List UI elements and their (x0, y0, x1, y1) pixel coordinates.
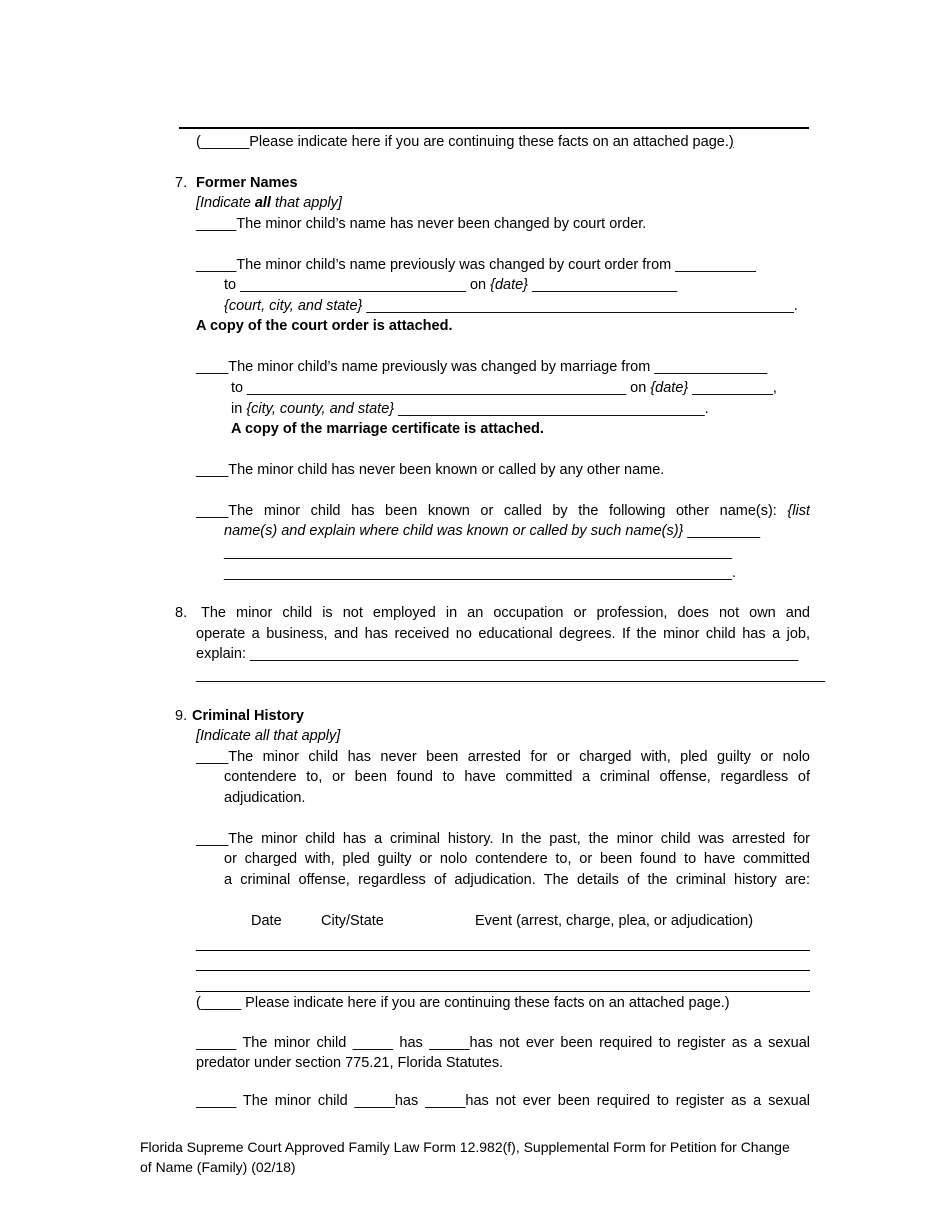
section-9-title: Criminal History (192, 708, 304, 724)
court-order-to-line: to ____________________________ on {date} __________________ (224, 277, 678, 293)
section-7-title: Former Names (196, 175, 298, 191)
form-footer (140, 1137, 820, 1177)
top-continuation-note-text: (______Please indicate here if you are continuing these facts on an attached page. (196, 134, 729, 150)
header-city-state: City/State (321, 913, 384, 929)
section-7-number: 7. (175, 175, 188, 191)
section-8-number: 8. (175, 605, 188, 621)
option-sexual-predator[interactable]: _____ The minor child _____ has _____has not ever been required to register as a sexual (196, 1035, 810, 1051)
section-8-explain-line[interactable]: explain: ____________________________________________________________________ (196, 646, 799, 662)
top-continuation-note-close: ) (728, 134, 734, 150)
criminal-history-row-3[interactable] (196, 991, 810, 992)
header-date: Date (251, 913, 282, 929)
criminal-continuation-note[interactable]: (_____ Please indicate here if you are continuing these facts on an attached page.) (196, 995, 730, 1011)
header-event: Event (arrest, charge, plea, or adjudication) (475, 913, 754, 929)
section-9-number: 9. (175, 708, 188, 724)
option-sexual-offender[interactable]: _____ The minor child _____has _____has not ever been required to register as a sexual (196, 1093, 810, 1109)
known-other-names-blank-1[interactable]: _______________________________________________________________ (224, 544, 733, 560)
known-other-names-line2: name(s) and explain where child was known or called by such name(s)} _________ (224, 523, 761, 539)
section-8-line2: operate a business, and has received no educational degrees. If the minor child has a job, (196, 626, 810, 642)
never-arrested-line2: contendere to, or been found to have committed a criminal offense, regardless of (224, 769, 810, 785)
option-never-arrested[interactable]: ____The minor child has never been arrested for or charged with, pled guilty or nolo (196, 749, 810, 765)
option-never-known-other-name[interactable]: ____The minor child has never been known or called by any other name. (196, 462, 665, 478)
section-7-instruction: [Indicate all that apply] (196, 195, 342, 211)
marriage-to-line: to _______________________________________________ on {date} __________, (231, 380, 777, 396)
court-order-attached-note: A copy of the court order is attached. (196, 318, 453, 334)
criminal-history-line3: a criminal offense, regardless of adjudication. The details of the criminal history are: (224, 872, 810, 888)
section-9-instruction: [Indicate all that apply] (196, 728, 341, 744)
marriage-in-line: in {city, county, and state} ______________________________________. (231, 401, 709, 417)
marriage-certificate-attached-note: A copy of the marriage certificate is attached. (231, 421, 544, 437)
court-order-court-line: {court, city, and state} _____________________________________________________. (224, 298, 798, 314)
option-changed-by-marriage[interactable]: ____The minor child’s name previously was changed by marriage from ______________ (196, 359, 768, 375)
footer-line-1: Florida Supreme Court Approved Family Law Form 12.982(f), Supplemental Form for Petition for Change (140, 1139, 790, 1155)
criminal-history-line2: or charged with, pled guilty or nolo contendere to, or been found to have committed (224, 851, 810, 867)
criminal-history-row-1[interactable] (196, 950, 810, 951)
sexual-predator-line2: predator under section 775.21, Florida Statutes. (196, 1055, 504, 1071)
never-arrested-line3: adjudication. (224, 790, 306, 806)
option-changed-by-court-order[interactable]: _____The minor child’s name previously was changed by court order from __________ (196, 257, 756, 273)
section-8-blank-line[interactable]: ______________________________________________________________________________ (196, 667, 826, 683)
section-8-line1: The minor child is not employed in an occupation or profession, does not own and (201, 605, 810, 621)
top-blank-rule (179, 127, 809, 129)
option-known-other-names[interactable]: ____The minor child has been known or called by the following other name(s): {list (196, 503, 810, 519)
criminal-history-row-2[interactable] (196, 970, 810, 971)
option-has-criminal-history[interactable]: ____The minor child has a criminal history. In the past, the minor child was arrested for (196, 831, 810, 847)
top-continuation-note (196, 132, 734, 153)
option-never-changed-by-court[interactable]: _____The minor child’s name has never been changed by court order. (196, 216, 647, 232)
footer-line-2: of Name (Family) (02/18) (140, 1159, 296, 1175)
known-other-names-blank-2[interactable]: _______________________________________________________________. (224, 565, 737, 581)
